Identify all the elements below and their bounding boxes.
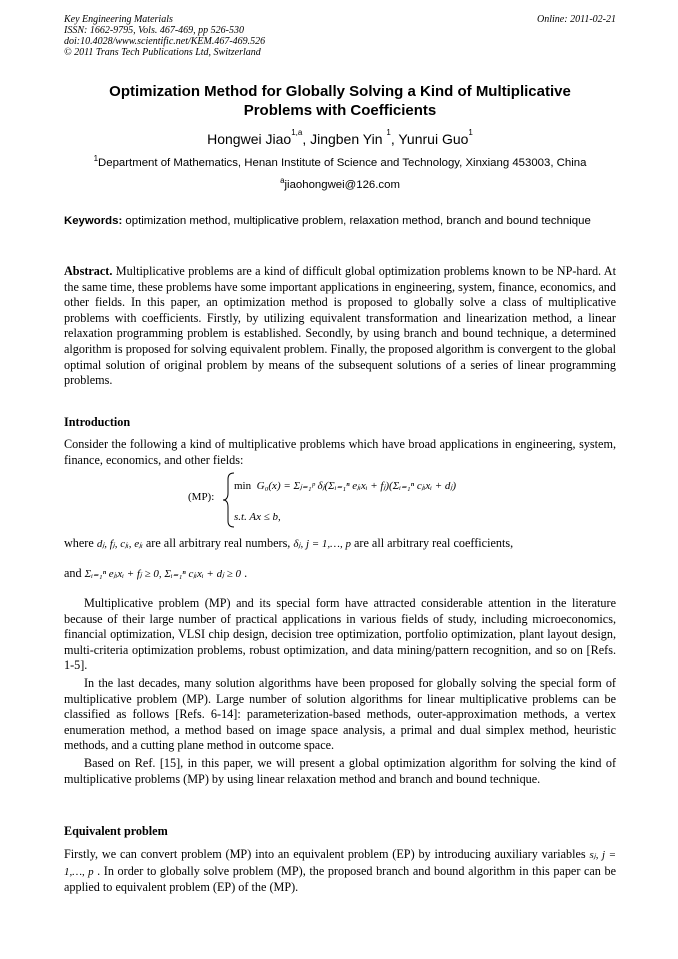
journal-name: Key Engineering Materials — [64, 14, 173, 25]
author-3-sup: 1 — [468, 128, 473, 137]
title-line-2: Problems with Coefficients — [243, 102, 437, 119]
keywords-text: optimization method, multiplicative problem, relaxation method, branch and bound technique — [122, 215, 591, 227]
intro-paragraph-2: Multiplicative problem (MP) and its special form have attracted considerable attention in the literature because of their large number of practical applications in various fields of study, including microeconomics, financial optimization, VLSI chip design, decision tree optimization, portfolio optimization, plant layout design, multi-criteria optimization problems, robust optimization, and data mining/pattern recognition, and so on [Refs. 1-5]. — [64, 596, 616, 673]
journal-header — [64, 14, 616, 58]
title-line-1: Optimization Method for Globally Solving a Kind of Multiplicative — [109, 83, 571, 100]
author-3: , Yunrui Guo — [390, 131, 469, 147]
copyright: © 2011 Trans Tech Publications Ltd, Switzerland — [64, 47, 261, 58]
doi: doi:10.4028/www.scientific.net/KEM.467-469.526 — [64, 36, 266, 47]
min-label: min — [234, 480, 252, 492]
and-line — [64, 566, 616, 583]
and-condition: Σᵢ₌₁ⁿ eⱼᵢxᵢ + fⱼ ≥ 0, Σᵢ₌₁ⁿ cⱼᵢxᵢ + dⱼ ≥ 0 — [84, 568, 242, 580]
author-1-sup: 1,a — [291, 128, 303, 137]
email-text[interactable]: jiaohongwei@126.com — [284, 179, 400, 191]
and-text-2: . — [241, 566, 248, 580]
affiliation — [64, 154, 616, 169]
section-heading-introduction: Introduction — [64, 415, 131, 429]
online-date: Online: 2011-02-21 — [537, 14, 616, 25]
paper-title — [64, 82, 616, 120]
abstract-text: Multiplicative problems are a kind of difficult global optimization problems known to be NP-hard. At the same time, these problems have some important applications in engineering, system, finance, economics, and other fields. In this paper, an optimization method is proposed to globally solve a class of multiplicative problems with coefficients. Firstly, by utilizing equivalent transformation and linearization method, a linear relaxation programming problem is established. Secondly, by using branch and bound technique, a determined algorithm is proposed for solving equivalent problem. Finally, the proposed algorithm is convergent to the global optimal solution of original problem by means of the subsequent solutions of a series of linear programming problems. — [64, 264, 616, 388]
abstract-label: Abstract. — [64, 264, 113, 278]
where-delta: δⱼ, j = 1,…, p — [293, 538, 351, 550]
model-label: (MP): — [188, 491, 215, 503]
abstract — [64, 264, 616, 389]
equiv-text-1: Firstly, we can convert problem (MP) into an equivalent problem (EP) by introducing auxiliary variables — [64, 847, 590, 861]
author-1: Hongwei Jiao — [207, 131, 292, 147]
author-2-sup: 1 — [386, 128, 391, 137]
where-text-2: are all arbitrary real numbers, — [142, 536, 294, 550]
author-2: , Jingben Yin — [302, 131, 383, 147]
where-vars: dⱼ, fⱼ, cⱼᵢ, eⱼᵢ — [96, 538, 143, 550]
section-heading-equivalent-problem: Equivalent problem — [64, 824, 168, 838]
intro-paragraph-3: In the last decades, many solution algorithms have been proposed for globally solving the special form of multiplicative problem (MP). Large number of solution algorithms for linear multiplicative problems can be classified as follows [Refs. 6-14]: parameterization-based methods, outer-approximation methods, a vertex enumeration method, a method based on image space analysis, a primal and dual simplex method, heuristic methods, and a cutting plane method in outcome space. — [64, 676, 616, 753]
affil-text: Department of Mathematics, Henan Institute of Science and Technology, Xinxiang 453003, China — [98, 157, 587, 169]
model-mp — [188, 471, 518, 529]
issn: ISSN: 1662-9795, Vols. 467-469, pp 526-530 — [64, 25, 244, 36]
keywords — [64, 213, 616, 229]
and-text-1: and — [64, 566, 85, 580]
equiv-vars: sⱼ, j = 1,…, p — [64, 849, 616, 878]
email-sup: a — [280, 176, 285, 185]
intro-paragraph-4: Based on Ref. [15], in this paper, we will present a global optimization algorithm for solving the kind of multiplicative problems (MP) by using linear relaxation method and branch and bound technique. — [64, 756, 616, 786]
objective-row — [234, 479, 456, 492]
where-line — [64, 536, 616, 553]
where-text-3: are all arbitrary real coefficients, — [350, 536, 514, 550]
keywords-label: Keywords: — [64, 215, 123, 227]
equiv-paragraph-1 — [64, 847, 616, 896]
intro-paragraph-1: Consider the following a kind of multiplicative problems which have broad applications in engineering, system, finance, economics, and other fields: — [64, 437, 616, 467]
affil-sup: 1 — [93, 154, 99, 163]
equiv-text-2: . In order to globally solve problem (MP), the proposed branch and bound algorithm in this paper can be applied to equivalent problem (EP) of the (MP). — [64, 863, 616, 895]
constraint-row: s.t. Ax ≤ b, — [234, 511, 281, 523]
author-list — [64, 128, 616, 147]
where-text-1: where — [64, 536, 97, 550]
objective-formula: G₀(x) = Σⱼ₌₁ᵖ δⱼ(Σᵢ₌₁ⁿ eⱼᵢxᵢ + fⱼ)(Σᵢ₌₁ⁿ cⱼᵢxᵢ + dⱼ) — [256, 480, 456, 492]
email — [64, 176, 616, 191]
